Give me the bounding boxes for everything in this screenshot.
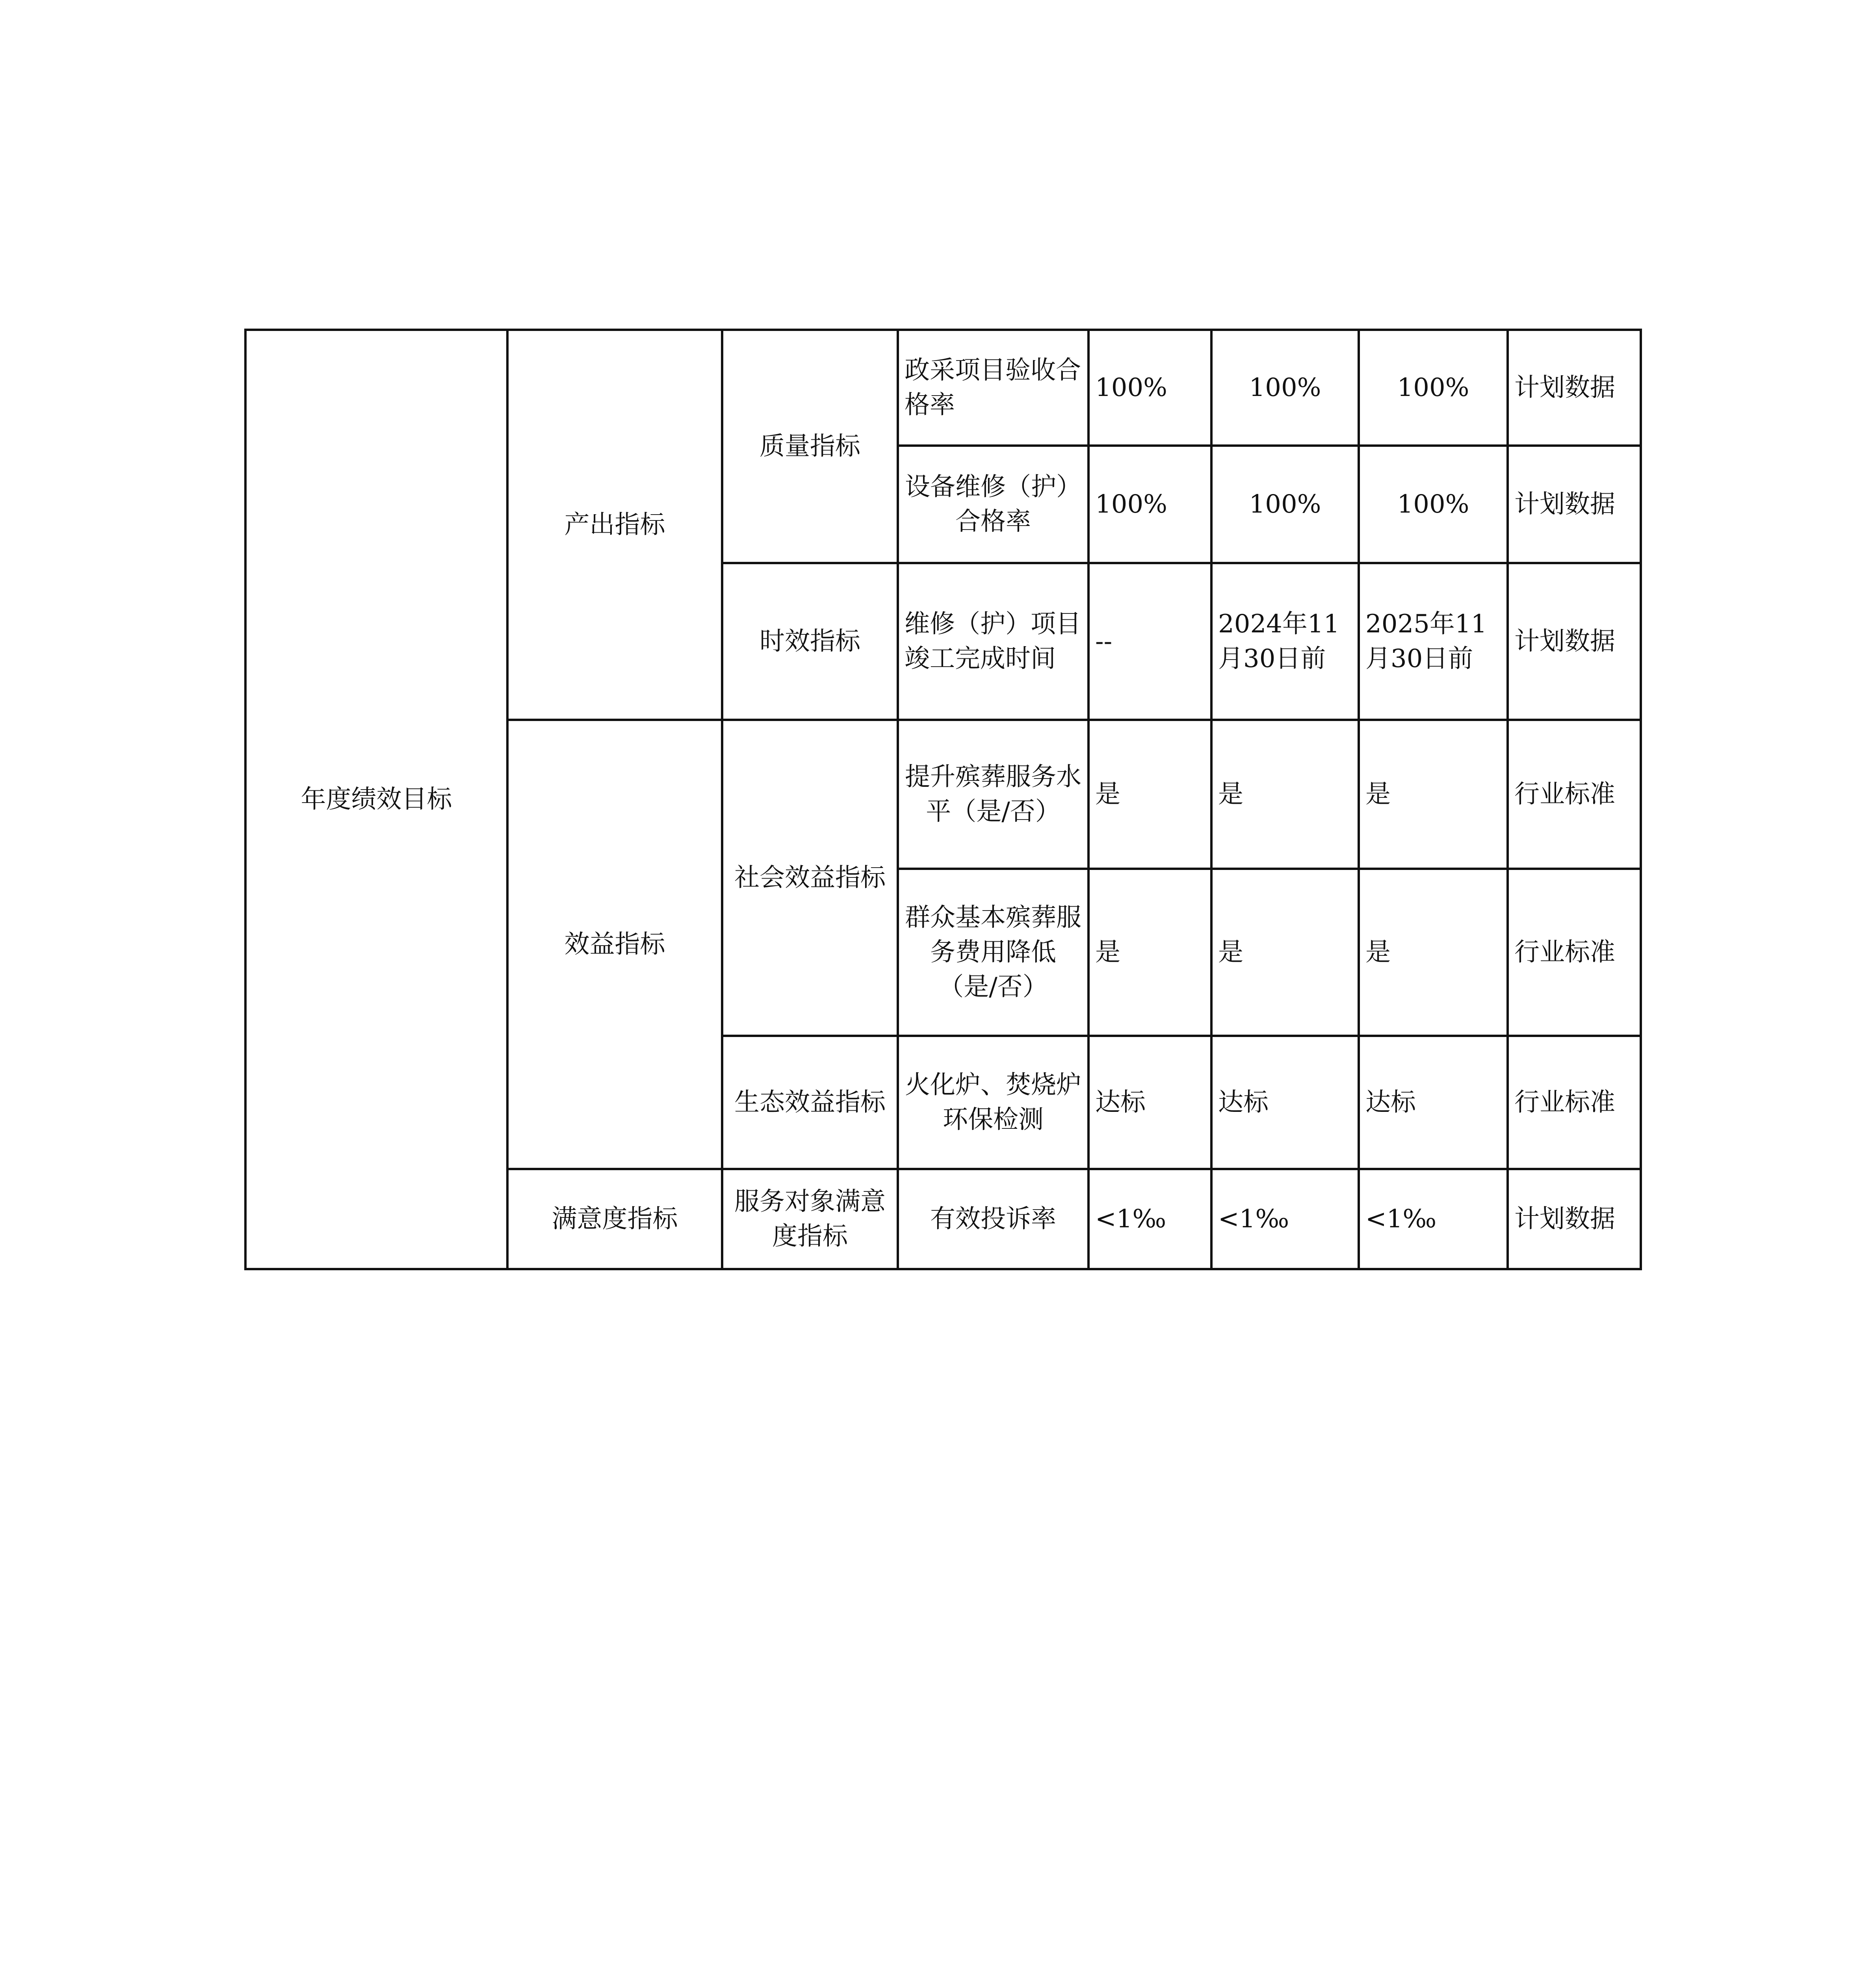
indicator-cell: 有效投诉率 (898, 1169, 1088, 1269)
category-service-satisfaction: 服务对象满意度指标 (722, 1169, 898, 1269)
value-cell: 是 (1211, 869, 1359, 1036)
value-cell: 100% (1359, 446, 1508, 563)
value-cell: 100% (1211, 446, 1359, 563)
indicator-cell: 政采项目验收合格率 (898, 330, 1088, 446)
value-cell: 是 (1088, 720, 1211, 869)
value-cell: <1‰ (1088, 1169, 1211, 1269)
value-cell: 是 (1359, 869, 1508, 1036)
level1-label: 年度绩效目标 (245, 330, 507, 1269)
indicator-cell: 维修（护）项目竣工完成时间 (898, 563, 1088, 720)
group-output: 产出指标 (507, 330, 722, 720)
value-cell: <1‰ (1211, 1169, 1359, 1269)
value-cell: 2025年11月30日前 (1359, 563, 1508, 720)
value-cell: 是 (1359, 720, 1508, 869)
indicator-cell: 设备维修（护）合格率 (898, 446, 1088, 563)
value-cell: 达标 (1211, 1036, 1359, 1169)
basis-cell: 行业标准 (1508, 720, 1641, 869)
indicator-cell: 群众基本殡葬服务费用降低（是/否） (898, 869, 1088, 1036)
value-cell: <1‰ (1359, 1169, 1508, 1269)
group-benefit: 效益指标 (507, 720, 722, 1169)
basis-cell: 行业标准 (1508, 869, 1641, 1036)
basis-cell: 计划数据 (1508, 330, 1641, 446)
value-cell: 100% (1359, 330, 1508, 446)
value-cell: 达标 (1359, 1036, 1508, 1169)
basis-cell: 行业标准 (1508, 1036, 1641, 1169)
basis-cell: 计划数据 (1508, 446, 1641, 563)
value-cell: 100% (1211, 330, 1359, 446)
category-timeliness: 时效指标 (722, 563, 898, 720)
value-cell: 100% (1088, 330, 1211, 446)
category-quality: 质量指标 (722, 330, 898, 563)
indicator-cell: 火化炉、焚烧炉环保检测 (898, 1036, 1088, 1169)
performance-target-table (244, 329, 1642, 1270)
table-row (245, 330, 1641, 446)
value-cell: -- (1088, 563, 1211, 720)
category-ecological: 生态效益指标 (722, 1036, 898, 1169)
value-cell: 是 (1088, 869, 1211, 1036)
value-cell: 100% (1088, 446, 1211, 563)
value-cell: 是 (1211, 720, 1359, 869)
indicator-cell: 提升殡葬服务水平（是/否） (898, 720, 1088, 869)
basis-cell: 计划数据 (1508, 563, 1641, 720)
category-social: 社会效益指标 (722, 720, 898, 1036)
value-cell: 达标 (1088, 1036, 1211, 1169)
group-satisfaction: 满意度指标 (507, 1169, 722, 1269)
value-cell: 2024年11月30日前 (1211, 563, 1359, 720)
basis-cell: 计划数据 (1508, 1169, 1641, 1269)
